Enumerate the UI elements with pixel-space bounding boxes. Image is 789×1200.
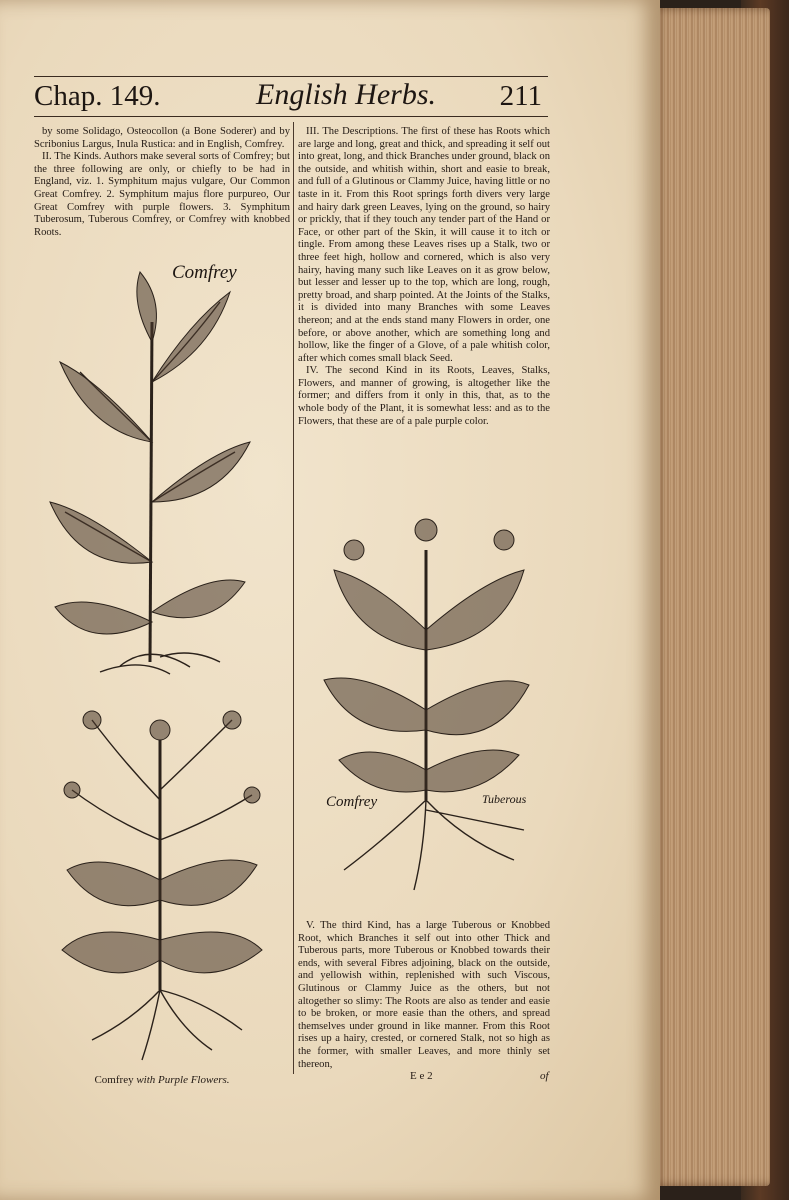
chapter-number: Chap. 149. (34, 80, 161, 112)
fig2-caption-name: Comfrey (94, 1074, 134, 1086)
running-title: English Herbs. (256, 78, 436, 111)
paragraph-second-kind: IV. The second Kind in its Roots, Leaves, Stalks, Flowers, and manner of growing, is altogether like the former; and differs from it only in this, that, as to the whole body of the Plant, it is somewhat less: and as to the Flowers, that these are of a pale purple color. (298, 365, 550, 427)
header-rule-top (34, 76, 548, 77)
paragraph-third-kind: V. The third Kind, has a large Tuberous or Knobbed Root, which Branches it self out into other Thick and Tuberous parts, more Tuberous or Knobbed towards their ends, with several Fibres adjoining, black on the outside, and yellowish within, replenished with such Viscous, Glutinous or Clammy Juice as the others, but not altogether so slimy: The Roots are also as tender and easie to be broken, or more easie than the others, and spread themselves under ground in like manner. From this Root rises up a hairy, crested, or cornered Stalk, not so high as the former, with smaller Leaves, and more thinly set thereon, (298, 920, 550, 1070)
page-number: 211 (499, 80, 542, 112)
catchword: of (540, 1070, 549, 1082)
woodcut-purple-comfrey (52, 700, 268, 1070)
signature-mark: E e 2 (410, 1070, 433, 1082)
page-header (34, 70, 548, 118)
page-edges (652, 8, 770, 1186)
right-column-text-lower (298, 920, 550, 1071)
fig3-label-name: Comfrey (326, 794, 378, 810)
woodcut-comfrey (40, 262, 262, 680)
fig2-caption-detail: with Purple Flowers. (136, 1074, 230, 1086)
comfrey-illustration (40, 262, 262, 680)
column-divider (293, 122, 294, 1074)
fig2-caption (34, 1074, 290, 1086)
purple-comfrey-illustration (52, 700, 268, 1070)
paragraph-names: by some Solidago, Osteocollon (a Bone Soderer) and by Scribonius Largus, Inula Rustica: and in English, Comfrey. (34, 126, 290, 150)
paragraph-descriptions: III. The Descriptions. The first of these has Roots which are large and long, great and thick, and spreading it self out into great, long, and thick Branches under ground, black on the outside, and whitish within, short and easie to break, and full of a Glutinous or Clammy Juice, having little or no taste in it. From this Root springs forth divers very large and hairy dark green Leaves, lying on the ground, so hairy or prickly, that if they touch any tender part of the Hand or Face, or other part of the Skin, it will cause it to itch or tingle. From among these Leaves rises up a Stalk, two or three feet high, hollow and cornered, which is also very hairy, having many such like Leaves on it as grow below, but lesser and lesser up to the top, which are long, rough, pretty broad, and sharp pointed. At the Joints of the Stalks, it is divided into many Branches with some Leaves thereon; and at the ends stand many Flowers in order, one before, or above another, which are something long and hollow, like the finger of a Glove, of a pale whitish color, after which comes small black Seed. (298, 126, 550, 364)
left-column-text (34, 126, 290, 239)
paragraph-kinds: II. The Kinds. Authors make several sorts of Comfrey; but the three following are only, or chiefly to be had in England, viz. 1. Symphitum majus vulgare, Our Common Great Comfrey. 2. Symphitum majus flore purpureo, Our Great Comfrey with purple flowers. 3. Symphitum Tuberosum, Tuberous Comfrey, or Comfrey with knobbed Roots. (34, 151, 290, 238)
fig3-label-kind: Tuberous (482, 792, 527, 806)
header-rule-bottom (34, 116, 548, 117)
woodcut-tuberous-comfrey (314, 510, 536, 896)
right-column-text (298, 126, 550, 428)
tuberous-comfrey-illustration (314, 510, 536, 896)
fig1-label: Comfrey (172, 262, 237, 283)
